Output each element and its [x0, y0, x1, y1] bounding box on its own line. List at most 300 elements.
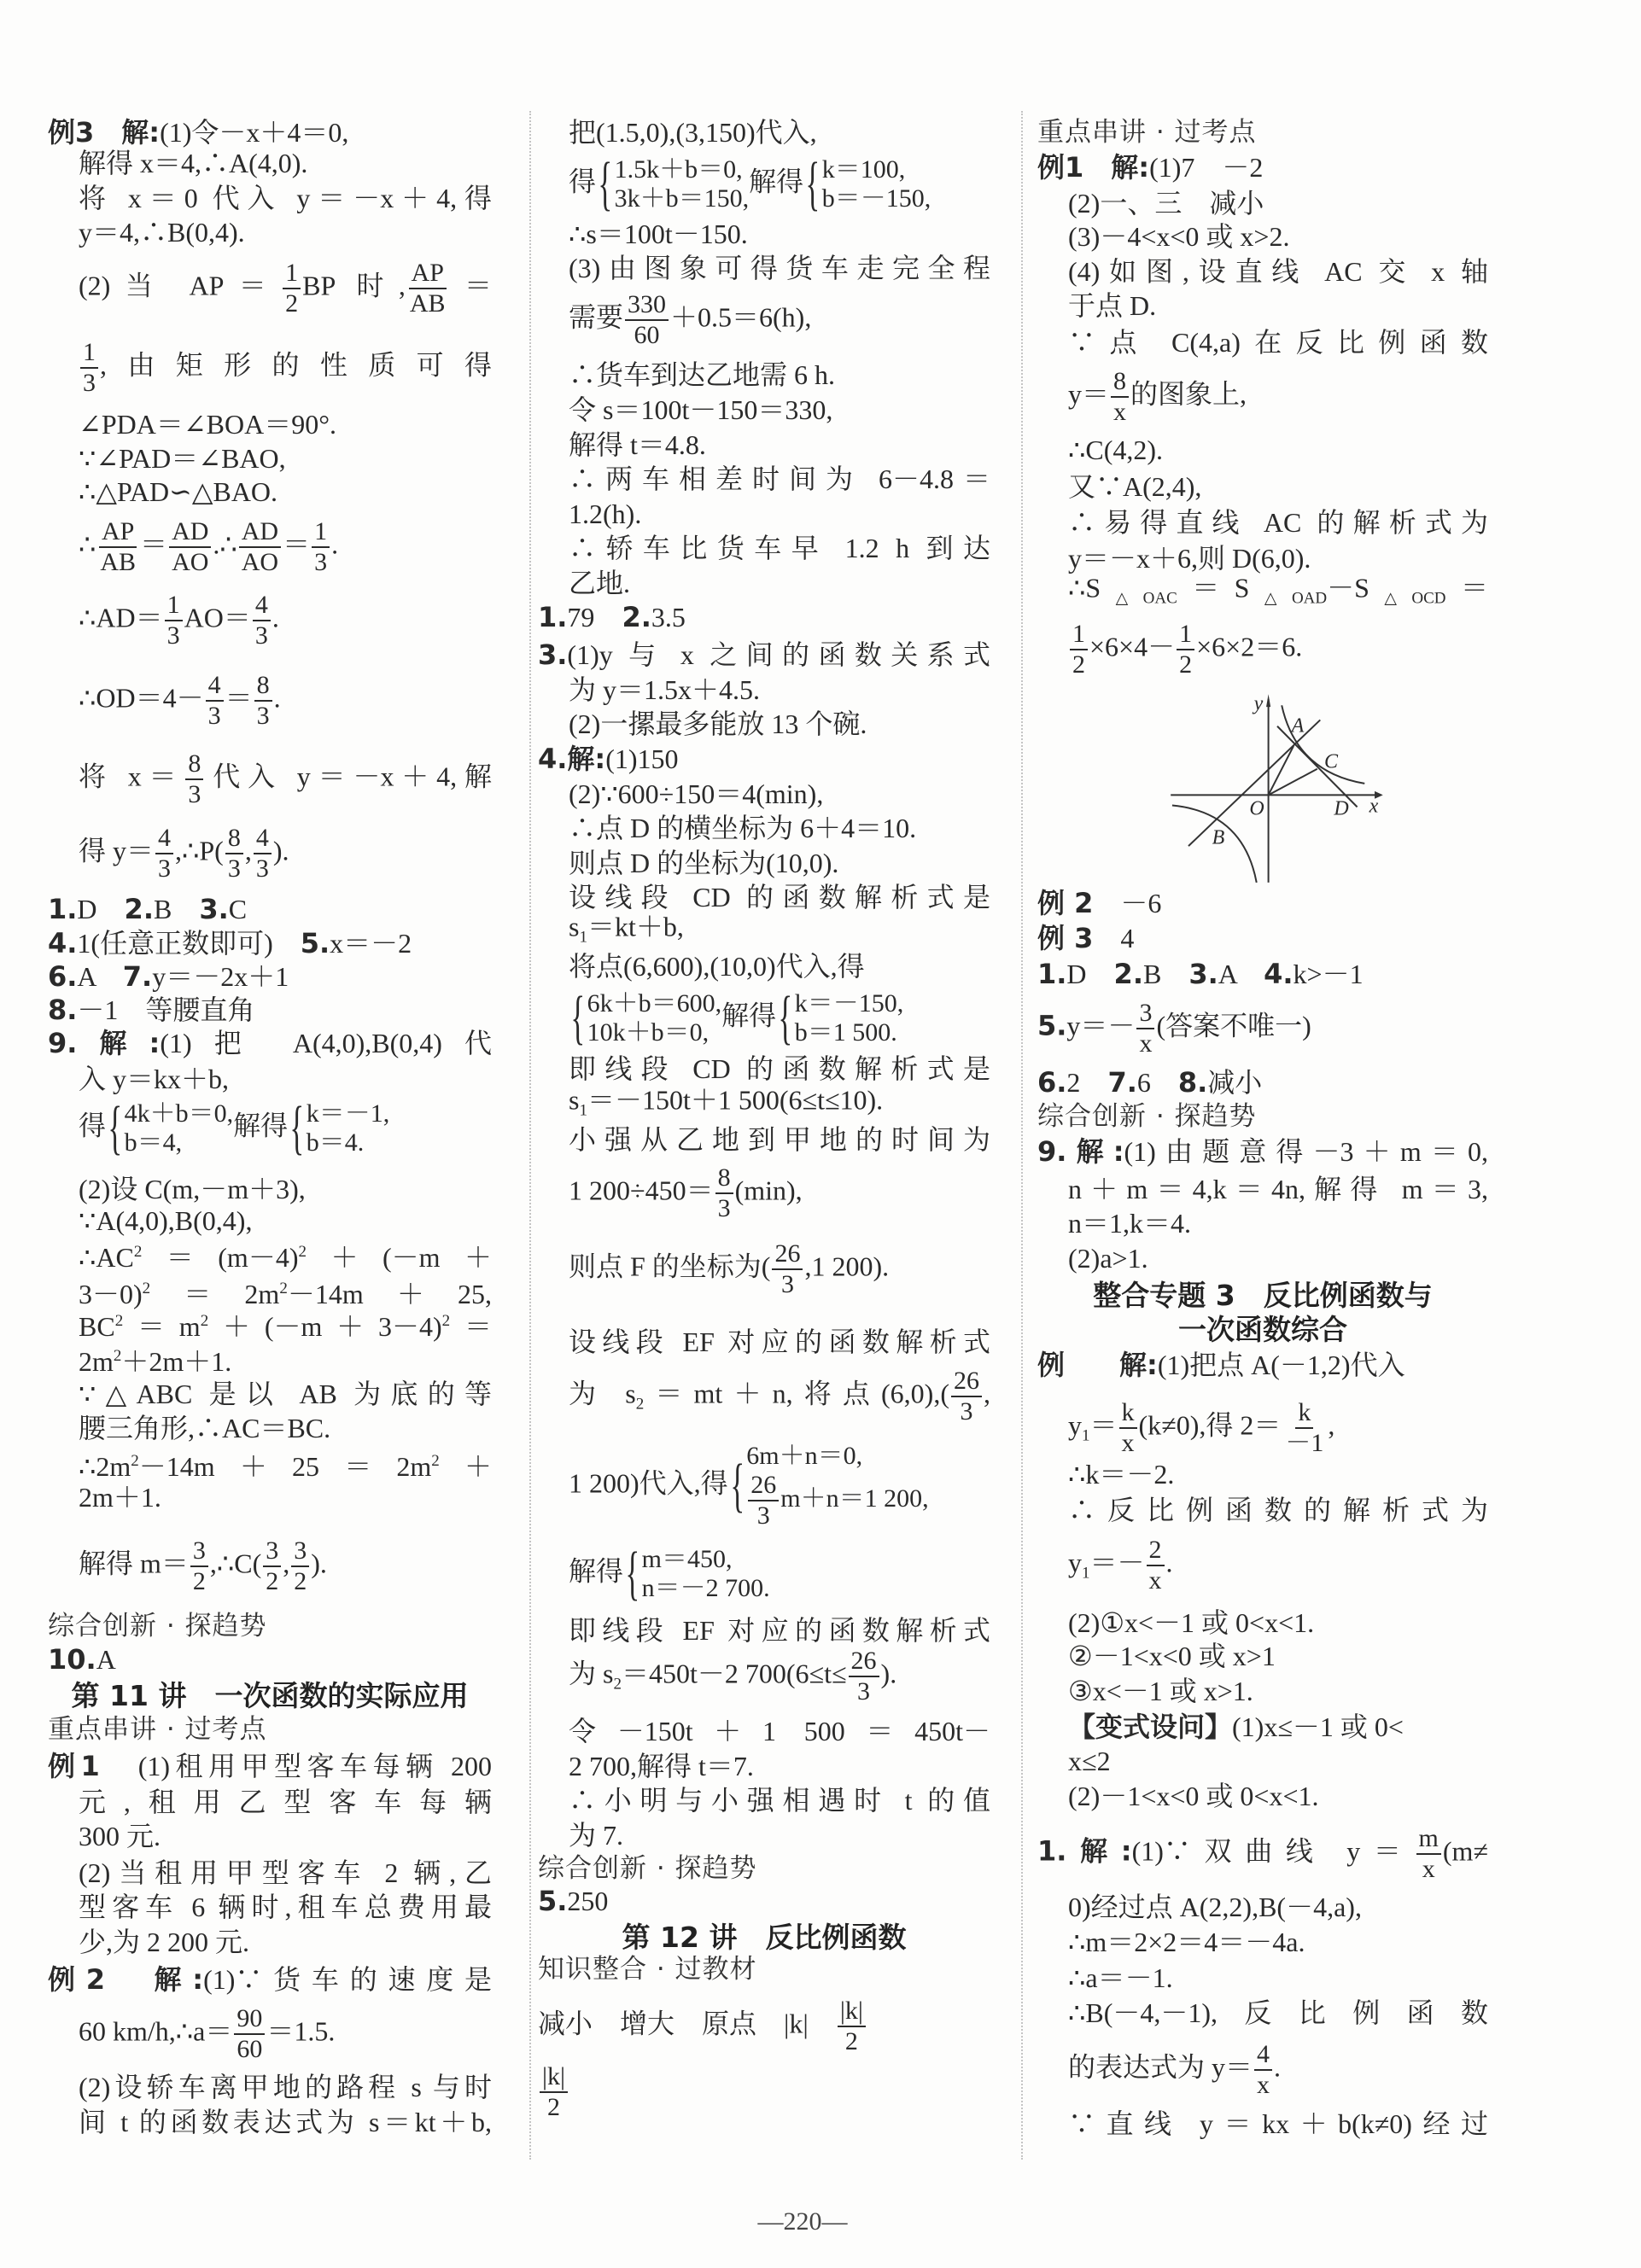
answer-line — [79, 338, 492, 398]
fraction-denominator: 2 — [285, 289, 299, 318]
coordinate-graph — [1166, 690, 1388, 888]
answer-line — [569, 811, 990, 845]
text-run: ＝－ — [1089, 1546, 1145, 1577]
answer-line — [79, 1925, 492, 1959]
text-run: k>－1 — [1293, 958, 1364, 989]
answer-line — [79, 1856, 492, 1890]
text-run: ＋2m＋1. — [121, 1345, 232, 1377]
left-brace-icon: { — [778, 985, 793, 1052]
fraction — [234, 2004, 265, 2064]
text-run: , — [283, 1548, 290, 1579]
answer-line — [569, 846, 990, 880]
fraction-denominator: 3 — [780, 1270, 794, 1299]
text-run: ∴S — [1068, 571, 1101, 603]
fraction — [165, 591, 183, 650]
answer-line — [1068, 469, 1488, 504]
text-run: A — [77, 961, 123, 993]
answer-line — [79, 407, 492, 441]
equation-rows — [642, 1545, 770, 1603]
text-run: (2)当租用甲型客车 2 辆,乙 — [79, 1857, 492, 1888]
equation-row — [307, 1099, 390, 1128]
lecture-title — [538, 1921, 990, 1955]
text-run: ＝kt＋b, — [587, 911, 684, 942]
text-run: 将 x＝ — [79, 760, 184, 791]
answer-line — [538, 638, 990, 672]
equation-rows — [746, 1442, 928, 1530]
text-run: 重点串讲 · 过考点 — [1037, 117, 1257, 149]
text-run: (2)一摞最多能放 13 个碗. — [569, 708, 867, 740]
text-run: 第 12 讲 反比例函数 — [622, 1920, 907, 1954]
answer-line — [1068, 1996, 1488, 2030]
bold-label: 9. — [48, 1026, 78, 1059]
superscript: 2 — [142, 1279, 151, 1297]
text-run: (2)设轿车离甲地的路程 s 与时 — [79, 2072, 492, 2103]
text-run: 1 200÷450＝ — [569, 1174, 714, 1205]
text-run: y＝－x＋6,则 D(6,0). — [1068, 543, 1311, 574]
answer-line — [569, 1163, 990, 1223]
left-brace-icon: { — [625, 1540, 640, 1606]
fraction-denominator: 3 — [255, 854, 269, 883]
fraction-denominator: 3 — [158, 854, 172, 883]
text-run: (1)把点 A(－1,2)代入 — [1157, 1349, 1405, 1380]
text-run: ∴货车到达乙地需 6 h. — [569, 359, 836, 391]
bold-label: 1. — [1037, 1834, 1067, 1867]
answer-line — [79, 749, 492, 809]
text-run: ∵直线 y＝kx＋b(k≠0)经过 — [1068, 2108, 1488, 2139]
text-run: ∴2m — [79, 1451, 131, 1483]
text-run: 2 — [1066, 1066, 1108, 1098]
text-run: 3k＋b＝150, — [614, 184, 750, 213]
subscript: △OAC — [1101, 589, 1177, 608]
text-run: y＝－2x＋1 — [152, 961, 289, 993]
fraction-denominator: 2 — [294, 1567, 307, 1596]
fraction — [1416, 1824, 1441, 1884]
text-run: 1(任意正数即可) — [77, 928, 301, 959]
fraction-numerator: 8 — [715, 1163, 733, 1194]
fraction-numerator: 26 — [772, 1239, 803, 1270]
text-run: (1)租用甲型客车每辆 200 — [99, 1750, 492, 1781]
text-run: ∴AD＝ — [79, 602, 163, 633]
fraction — [1147, 1536, 1165, 1595]
text-run: (2)∵600÷150＝4(min), — [569, 778, 824, 809]
subscript: 1 — [579, 1101, 587, 1120]
fraction-denominator: x — [1148, 1565, 1162, 1595]
fraction-numerator: AD — [169, 517, 211, 548]
bold-label: 5. — [538, 1885, 568, 1918]
bold-label: 8. — [48, 994, 78, 1026]
fraction-denominator: AB — [409, 289, 446, 318]
subscript: △OCD — [1369, 589, 1446, 608]
text-run: 将点(6,600),(10,0)代入,得 — [569, 951, 865, 982]
answer-line — [1068, 254, 1488, 289]
text-run: (1)∵双曲线 y＝ — [1131, 1834, 1415, 1866]
text-run: 于点 D. — [1068, 290, 1157, 322]
answer-line — [48, 926, 492, 960]
fraction — [97, 517, 138, 577]
text-run: b＝4. — [306, 1128, 365, 1157]
answer-line — [569, 1367, 990, 1426]
equation-system — [596, 151, 750, 218]
answer-line — [1068, 505, 1488, 539]
text-run: 综合创新 · 探趋势 — [538, 1852, 757, 1884]
text-run: 元,租用乙型客车每辆 — [79, 1786, 492, 1817]
column-divider — [1021, 111, 1023, 2160]
text-run: D — [77, 893, 125, 924]
answer-line — [79, 259, 492, 318]
text-run: －14m＋25, — [287, 1278, 492, 1309]
text-run: ＝mt＋n,将点(6,0),( — [644, 1378, 949, 1409]
fraction-numerator: k — [1295, 1398, 1313, 1429]
text-run: (1)令－x＋4＝0, — [160, 117, 349, 149]
text-run: ∴OD＝4－ — [79, 682, 204, 714]
fraction-numerator: 90 — [234, 2004, 265, 2035]
answer-line — [1068, 1710, 1488, 1744]
answer-line — [1068, 289, 1488, 323]
fraction — [1254, 2040, 1272, 2100]
text-run: s — [569, 911, 580, 942]
text-run: ∵△ABC 是以 AB 为底的等 — [79, 1378, 492, 1409]
text-run: (2)一、三 减小 — [1068, 188, 1264, 219]
answer-line — [48, 959, 492, 994]
text-run: 一次函数综合 — [1178, 1313, 1347, 1347]
bold-label: 例3 — [48, 116, 95, 149]
text-run: k＝100, — [821, 155, 906, 184]
text-run — [1083, 152, 1111, 183]
answer-line — [79, 475, 492, 509]
text-run: 得 — [569, 166, 597, 197]
bold-label: 例2 — [48, 1962, 106, 1996]
answer-line — [1068, 219, 1488, 254]
answer-line — [48, 892, 492, 926]
left-brace-icon: { — [730, 1452, 745, 1519]
text-run: ,∴P( — [175, 835, 224, 866]
answer-line — [1037, 886, 1488, 920]
text-run: 0)经过点 A(2,2),B(－4,a), — [1068, 1892, 1362, 1923]
answer-line — [1068, 186, 1488, 220]
fraction — [407, 259, 448, 318]
text-run: 1.2(h). — [569, 498, 642, 529]
text-run: 知识整合 · 过教材 — [538, 1953, 757, 1985]
equation-row — [795, 989, 904, 1018]
text-run: k＝－150, — [794, 989, 904, 1018]
fraction-numerator: |k| — [540, 2062, 568, 2093]
answer-line — [569, 1082, 990, 1128]
text-run: 3－0) — [79, 1278, 143, 1309]
bold-label: 3. — [1188, 957, 1218, 990]
equation-rows — [125, 1099, 234, 1157]
fraction — [748, 1471, 779, 1530]
fraction-denominator: 3 — [83, 368, 96, 397]
equation-row — [746, 1471, 928, 1530]
text-run: 2m — [79, 1345, 114, 1377]
text-run: ＝m — [123, 1311, 201, 1343]
text-run: A — [1218, 958, 1264, 989]
answer-line — [1037, 957, 1488, 991]
text-run: (2)当 AP＝ — [79, 270, 282, 301]
equation-row — [822, 184, 931, 213]
bold-label: 6. — [1037, 1065, 1067, 1099]
text-run: 250 — [567, 1886, 609, 1917]
text-run: ∴易得直线 AC 的解析式为 — [1068, 506, 1488, 538]
text-run: . — [273, 682, 281, 714]
text-run: ∵A(4,0),B(0,4), — [79, 1204, 253, 1236]
figure-label-c: C — [1323, 750, 1339, 773]
figure-label-o: O — [1249, 797, 1264, 820]
text-run: ＝1.5. — [266, 2015, 336, 2047]
fraction-denominator: 3 — [756, 1501, 770, 1530]
equation-row — [795, 1018, 904, 1047]
text-run: 为 s — [569, 1658, 614, 1689]
column-left — [48, 0, 492, 2268]
text-run: (1)y 与 x 之间的函数关系式 — [567, 639, 990, 671]
answer-line — [569, 1714, 990, 1748]
text-run: ∴△PAD∽△BAO. — [79, 476, 278, 508]
text-run: ∴AC — [79, 1242, 134, 1274]
column-middle — [538, 0, 990, 2268]
bold-label: 解: — [77, 1026, 161, 1059]
fraction — [169, 517, 211, 577]
page-number: —220— — [757, 2207, 848, 2236]
fraction-denominator: AB — [100, 547, 137, 576]
text-run: 2m＋1. — [79, 1482, 161, 1513]
text-run: 解得 — [569, 1555, 624, 1587]
bold-label: 2. — [1113, 957, 1143, 990]
equation-system — [569, 985, 722, 1052]
text-run: ＝ — [283, 528, 311, 559]
answer-line — [1037, 1348, 1488, 1382]
text-run: 解得 — [233, 1109, 289, 1140]
equation-row — [587, 1018, 722, 1047]
answer-line — [1068, 1457, 1488, 1491]
answer-line — [569, 1239, 990, 1299]
equation-row — [125, 1128, 234, 1157]
fraction-denominator: x — [1257, 2071, 1270, 2100]
text-run: y＝4,∴B(0,4). — [79, 217, 245, 248]
text-run: 1 200)代入,得 — [569, 1467, 728, 1499]
text-run: (3)由图象可得货车走完全程 — [569, 253, 990, 284]
text-run: ②－1<x<0 或 x>1 — [1068, 1641, 1276, 1672]
superscript: 2 — [441, 1312, 451, 1331]
text-run: y＝ — [1068, 378, 1110, 410]
superscript: 2 — [431, 1452, 440, 1471]
text-run: ＋0.5＝6(h), — [670, 301, 812, 333]
text-run: 整合专题 3 反比例函数与 — [1093, 1278, 1433, 1312]
fraction-denominator: 2 — [844, 2027, 858, 2056]
fraction-denominator: AO — [241, 547, 279, 576]
fraction — [1070, 620, 1088, 679]
text-run: (2)a>1. — [1068, 1242, 1148, 1274]
fraction-denominator: 3 — [857, 1676, 871, 1705]
answer-line — [1068, 1744, 1488, 1778]
figure-label-b: B — [1212, 826, 1225, 849]
answer-line — [1068, 325, 1488, 359]
text-run: b＝1 500. — [794, 1018, 897, 1047]
text-run: 综合创新 · 探趋势 — [1037, 1101, 1257, 1133]
answer-line — [79, 146, 492, 180]
text-run: 2 700,解得 t＝7. — [569, 1750, 754, 1781]
answer-line — [1037, 1134, 1488, 1169]
answer-line — [79, 1377, 492, 1411]
fraction-denominator: x — [1139, 1029, 1153, 1058]
text-run: 10k＋b＝0, — [587, 1018, 710, 1047]
text-run: ＝ — [140, 528, 168, 559]
text-run: －14m＋25＝2m — [138, 1451, 432, 1483]
section-heading — [538, 1952, 990, 1986]
text-run: y — [1068, 1409, 1082, 1441]
fraction-numerator: 1 — [1070, 620, 1088, 650]
text-run: 的图象上, — [1130, 378, 1247, 410]
answer-line — [48, 1026, 492, 1060]
text-run: ∵∠PAD＝∠BAO, — [79, 443, 286, 475]
text-run: , — [984, 1378, 990, 1409]
bold-label: 4. — [538, 742, 568, 775]
fraction-denominator: 3 — [207, 702, 221, 731]
fraction-numerator: 8 — [185, 749, 203, 780]
answer-line — [79, 517, 492, 577]
text-run: 设线段 CD 的函数解析式是 — [569, 882, 990, 913]
superscript: 2 — [279, 1279, 288, 1297]
text-run: ＝ — [225, 682, 253, 714]
subscript: 1 — [1082, 1426, 1090, 1445]
fraction — [185, 749, 203, 809]
text-run: . — [1274, 2051, 1282, 2083]
text-run: ∴点 D 的横坐标为 6＋4＝10. — [569, 813, 917, 844]
bold-label: 2. — [622, 601, 651, 634]
text-run: B — [1142, 958, 1189, 989]
answer-line — [569, 949, 990, 983]
fraction-numerator: 8 — [1111, 367, 1129, 398]
bold-label: 1. — [538, 601, 568, 634]
equation-system — [106, 1094, 234, 1161]
text-run: ∴C(4,2). — [1068, 434, 1164, 466]
equation-row — [615, 184, 750, 213]
fraction-numerator: k — [1119, 1398, 1137, 1429]
bold-label: 1. — [1037, 957, 1067, 990]
text-run: ＋ — [439, 1451, 492, 1483]
superscript: 2 — [131, 1452, 139, 1471]
answer-line — [1068, 2107, 1488, 2141]
fraction-numerator: |k| — [838, 1997, 866, 2027]
fraction-denominator: x — [1422, 1854, 1435, 1883]
text-run: BC — [79, 1311, 115, 1343]
superscript: 2 — [114, 1312, 124, 1331]
text-run: 把(1.5,0),(3,150)代入, — [569, 117, 817, 149]
fraction-numerator: 3 — [190, 1536, 208, 1567]
bold-label: 例 2 — [1037, 886, 1094, 919]
bold-label: 解: — [154, 1962, 204, 1996]
subscript: 2 — [613, 1675, 622, 1694]
text-run: ). — [880, 1658, 897, 1689]
bold-label: 2. — [124, 892, 154, 925]
fraction-numerator: 330 — [625, 290, 669, 321]
text-run: ×6×4－ — [1089, 630, 1176, 662]
fraction-denominator: x — [1113, 397, 1127, 426]
equation-row — [642, 1574, 770, 1603]
fraction-numerator: 26 — [951, 1367, 982, 1397]
text-run: ∴s＝100t－150. — [569, 218, 748, 249]
equation-system — [776, 985, 904, 1052]
section-heading — [48, 1609, 492, 1643]
text-run: 入 y＝kx＋b, — [79, 1064, 230, 1095]
bold-label: 3. — [538, 638, 568, 672]
text-run: ). — [272, 835, 289, 866]
fraction — [155, 824, 173, 883]
answer-line — [79, 215, 492, 249]
answer-line — [569, 1540, 990, 1606]
fraction-numerator: 1 — [312, 517, 330, 548]
text-run: . — [1165, 1546, 1173, 1577]
text-run: AO＝ — [184, 602, 251, 633]
answer-line — [79, 1339, 492, 1379]
text-run — [1065, 1350, 1119, 1380]
answer-line — [1068, 620, 1488, 679]
bold-label: 3. — [199, 892, 229, 925]
text-run: 60 km/h,∴a＝ — [79, 2015, 233, 2047]
bold-label: 例1 — [1037, 151, 1084, 184]
answer-line — [79, 1204, 492, 1238]
text-run: 即线段 CD 的函数解析式是 — [569, 1053, 990, 1085]
text-run: ∵点 C(4,a)在反比例函数 — [1068, 326, 1488, 358]
text-run: 4k＋b＝0, — [124, 1099, 234, 1128]
text-run: m＋n＝1 200, — [780, 1484, 929, 1513]
superscript: 2 — [113, 1347, 122, 1366]
text-run: ∠PDA＝∠BOA＝90°. — [79, 408, 337, 440]
lecture-title — [1037, 1279, 1488, 1313]
text-run: ③x<－1 或 x>1. — [1068, 1675, 1253, 1706]
answer-line — [569, 1613, 990, 1647]
text-run: ＝450t－2 700(6≤t≤ — [621, 1658, 847, 1689]
bold-label: 【变式设问】 — [1068, 1710, 1233, 1743]
text-run: 解得 — [721, 1000, 777, 1031]
answer-line — [569, 531, 990, 565]
text-run — [105, 1964, 155, 1995]
answer-line — [48, 993, 492, 1027]
answer-line — [1068, 1890, 1488, 1924]
superscript: 2 — [200, 1312, 209, 1331]
bold-label: 解: — [1111, 151, 1150, 184]
answer-line — [79, 1411, 492, 1445]
fraction-numerator: 3 — [263, 1536, 281, 1567]
text-run: ∴m＝2×2＝4＝－4a. — [1068, 1926, 1305, 1957]
fraction-denominator: AO — [172, 547, 209, 576]
fraction-denominator: 3 — [960, 1396, 973, 1426]
fraction-numerator: 1 — [1177, 620, 1194, 650]
fraction — [263, 1536, 281, 1596]
text-run: ∴反比例函数的解析式为 — [1068, 1495, 1488, 1526]
text-run: ,1 200). — [804, 1251, 890, 1282]
fraction-numerator: 1 — [283, 259, 301, 289]
answer-line — [569, 1647, 990, 1706]
text-run: ,由矩形的性质可得 — [100, 349, 492, 381]
text-run: 小强从乙地到甲地的时间为 — [569, 1124, 990, 1156]
text-run: ＝ — [1089, 1409, 1118, 1441]
superscript: 2 — [133, 1243, 143, 1262]
fraction-denominator: 60 — [634, 321, 660, 350]
equation-row — [125, 1099, 234, 1128]
text-run: ∴轿车比货车早 1.2 h 到达 — [569, 533, 990, 564]
text-run: ∴B(－4,－1),反比例函数 — [1068, 1997, 1488, 2028]
answer-line — [569, 985, 990, 1052]
answer-line — [79, 1890, 492, 1924]
answer-line — [48, 115, 492, 149]
text-run: ＝ — [1445, 571, 1488, 603]
bold-label: 5. — [300, 927, 330, 960]
bold-label: 解: — [1066, 1834, 1132, 1867]
fraction-numerator: 3 — [1136, 999, 1154, 1029]
column-divider — [529, 111, 531, 2160]
answer-line — [569, 115, 990, 149]
answer-line — [569, 1818, 990, 1852]
